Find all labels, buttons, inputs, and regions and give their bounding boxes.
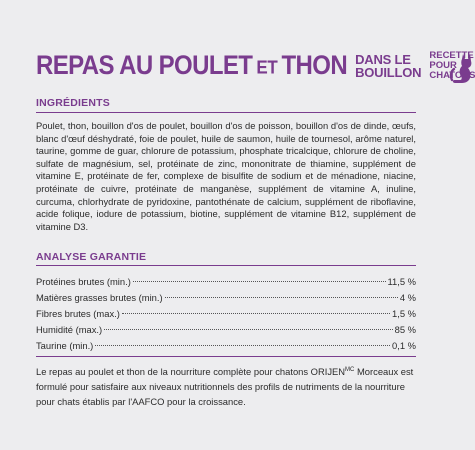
analysis-label: Fibres brutes (max.) [36, 308, 120, 319]
dot-leader [104, 329, 392, 330]
badge-line-2: POUR [429, 60, 457, 71]
analysis-value: 1,5 % [392, 308, 416, 319]
analysis-value: 0,1 % [392, 340, 416, 351]
analysis-label: Taurine (min.) [36, 340, 94, 351]
product-title [36, 52, 347, 80]
ingredients-text: Poulet, thon, bouillon d'os de poulet, bouillon d'os de poisson, bouillon d'os de dinde, œufs, blanc d'œuf déshydraté, foie de poulet, huile de saumon, huile de tournesol, arôme naturel, taurine, gomme de guar, chlorure de potassium, phosphate tricalcique, chlorure de choline, sulfate de magnésium, sel, protéinate de zinc, mononitrate de thiamine, supplément de vitamine E, protéinate de fer, complexe de bisulfite de sodium et de ménadione, niacine, protéinate de cuivre, protéinate de manganèse, supplément de vitamine A, inuline, curcuma, chlorhydrate de pyridoxine, pantothénate de calcium, supplément de riboflavine, acide folique, iodure de potassium, biotine, supplément de vitamine B12, supplément de vitamine D3. [36, 120, 416, 232]
analysis-label: Humidité (max.) [36, 324, 103, 335]
kitten-recipe-badge [429, 44, 475, 88]
product-header [36, 44, 475, 88]
aafco-statement [36, 363, 416, 409]
statement-text-1: Le repas au poulet et thon de la nourriture complète pour chatons ORIJEN [36, 366, 346, 378]
analysis-row [36, 338, 416, 354]
subtitle-line-1: DANS LE [355, 52, 411, 67]
dot-leader [122, 313, 390, 314]
product-subtitle [355, 53, 421, 79]
title-part-2: ET [256, 57, 278, 78]
trademark-mark: MC [345, 367, 355, 373]
badge-text [429, 51, 475, 81]
badge-line-1: RECETTE [429, 50, 474, 61]
footer-divider [36, 356, 416, 357]
analysis-row [36, 306, 416, 322]
analysis-label: Matières grasses brutes (min.) [36, 292, 163, 303]
analysis-value: 11,5 % [387, 276, 416, 287]
ingredients-heading: INGRÉDIENTS [36, 97, 110, 109]
analysis-row [36, 274, 416, 290]
analysis-row [36, 322, 416, 338]
guaranteed-analysis-table [36, 274, 416, 354]
analysis-row [36, 290, 416, 306]
analysis-divider [36, 265, 416, 266]
title-part-1: REPAS AU POULET [36, 50, 253, 81]
title-part-3: THON [281, 50, 348, 81]
analysis-label: Protéines brutes (min.) [36, 276, 131, 287]
dot-leader [95, 345, 390, 346]
analysis-value: 85 % [394, 324, 416, 335]
analysis-heading: ANALYSE GARANTIE [36, 251, 147, 263]
dot-leader [165, 297, 398, 298]
subtitle-line-2: BOUILLON [355, 65, 422, 80]
ingredients-divider [36, 112, 416, 113]
badge-line-3: CHATONS [429, 70, 475, 81]
statement-text-2: Morceaux est formulé pour satisfaire aux niveaux nutritionnels des profils de nutriments de la nourriture pour chats établis par l'AAFCO pour la croissance. [36, 366, 414, 408]
dot-leader [133, 281, 386, 282]
analysis-value: 4 % [399, 292, 416, 303]
